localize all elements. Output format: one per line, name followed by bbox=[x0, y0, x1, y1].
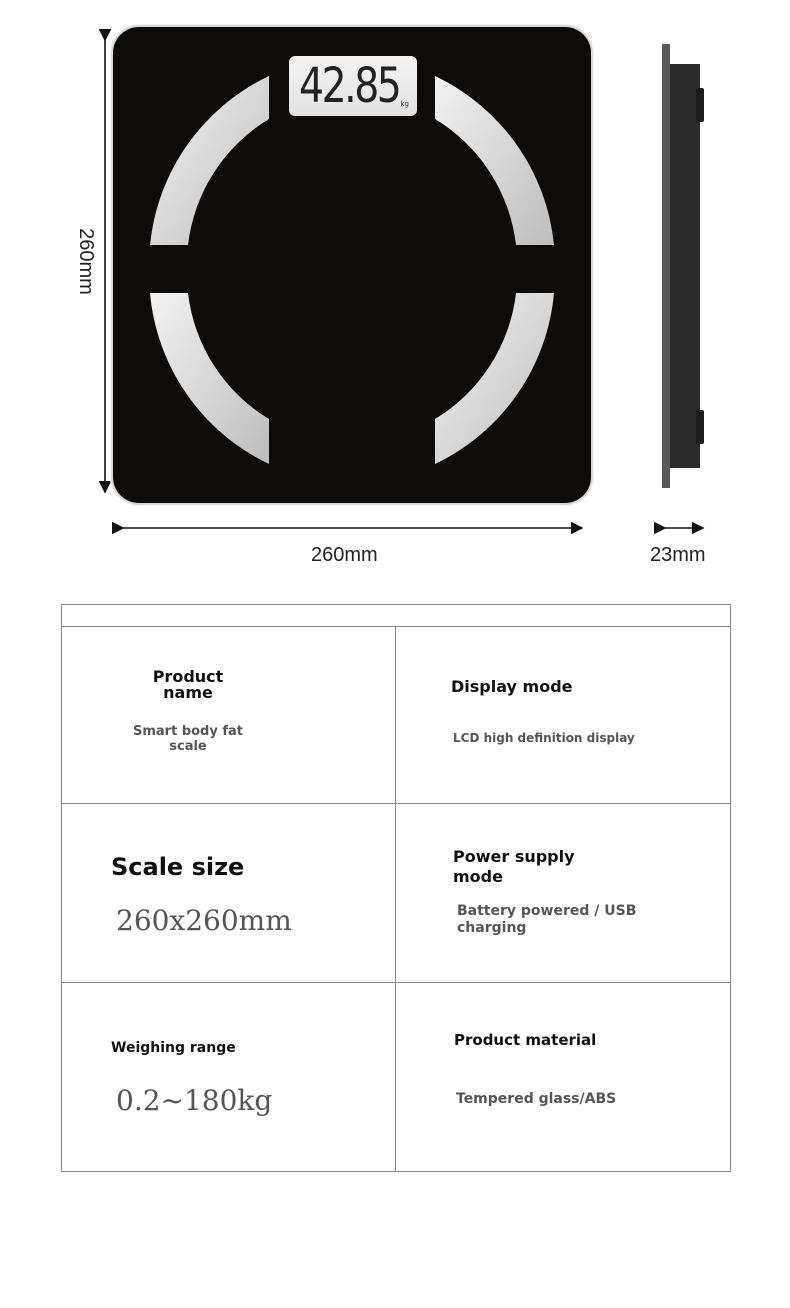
width-dimension-label: 260mm bbox=[311, 544, 378, 566]
lcd-display bbox=[289, 56, 417, 116]
scale-top-view bbox=[113, 27, 591, 503]
height-dimension-label: 260mm bbox=[74, 228, 97, 295]
spec-cell-weighing-range bbox=[62, 983, 395, 1171]
scale-side-view bbox=[662, 44, 708, 488]
spec-label: Display mode bbox=[451, 677, 573, 696]
spec-value: Battery powered / USB charging bbox=[457, 903, 637, 936]
weight-reading: 42.85 bbox=[299, 58, 400, 114]
spec-label: Power supply mode bbox=[453, 847, 575, 886]
spec-value: Smart body fat scale bbox=[132, 724, 244, 754]
spec-value: LCD high definition display bbox=[453, 731, 635, 745]
depth-dimension-label: 23mm bbox=[650, 544, 706, 566]
spec-value: Tempered glass/ABS bbox=[456, 1091, 617, 1107]
spec-label: Product name bbox=[152, 667, 224, 702]
spec-cell-scale-size bbox=[62, 804, 395, 982]
weight-unit: kg bbox=[400, 100, 409, 108]
spec-cell-material bbox=[396, 983, 731, 1171]
spec-cell-display-mode bbox=[396, 626, 731, 803]
table-row bbox=[62, 804, 730, 983]
table-header-strip bbox=[62, 605, 730, 627]
spec-table bbox=[61, 604, 731, 1172]
spec-value: 0.2~180kg bbox=[116, 1084, 273, 1117]
spec-value: 260x260mm bbox=[116, 904, 292, 937]
spec-label: Weighing range bbox=[111, 1040, 236, 1056]
spec-cell-power-supply bbox=[396, 804, 731, 982]
product-figure bbox=[0, 0, 790, 590]
spec-label: Product material bbox=[454, 1031, 597, 1049]
table-row bbox=[62, 626, 730, 804]
table-row bbox=[62, 983, 730, 1171]
spec-cell-product-name bbox=[62, 626, 395, 803]
spec-label: Scale size bbox=[111, 853, 245, 881]
